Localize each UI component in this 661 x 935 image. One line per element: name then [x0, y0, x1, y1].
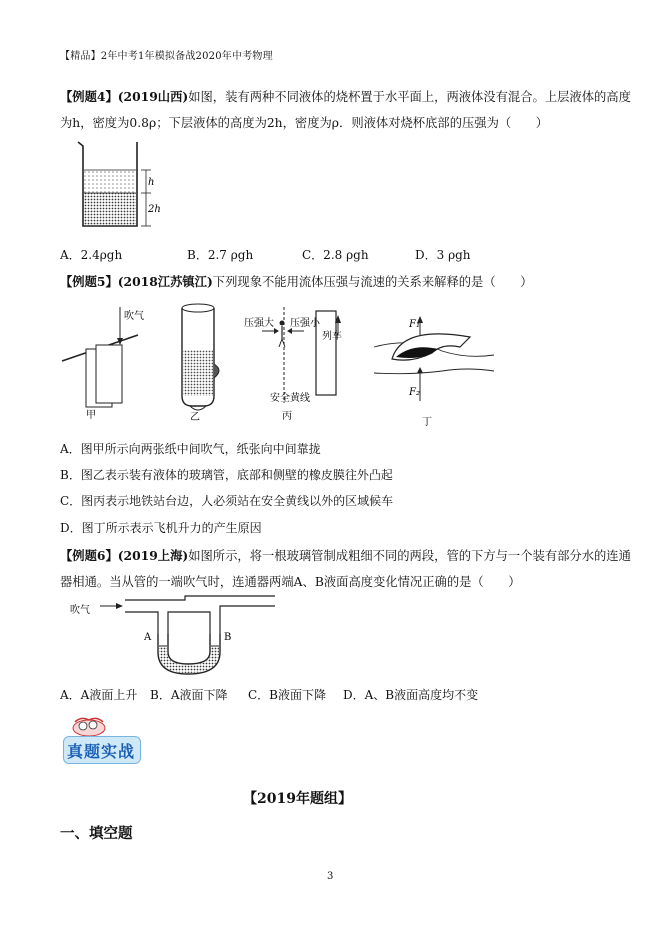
example4-option-c[interactable]: C．2.8 ρgh: [302, 248, 369, 262]
group-title: 【2019年题组】: [243, 791, 352, 807]
label-f2: F₂: [409, 387, 420, 398]
example4-line2: 为h，密度为0.8ρ；下层液体的高度为2h，密度为ρ．则液体对烧杯底部的压强为（ ）: [60, 116, 549, 130]
label-b: B: [224, 632, 232, 643]
example6-option-d[interactable]: D．A、B液面高度均不变: [343, 688, 479, 702]
example5-tag: 【例题5】(2018江苏镇江): [60, 274, 213, 289]
example4-option-a[interactable]: A．2.4ρgh: [60, 248, 123, 262]
upper-liquid: [84, 170, 136, 193]
caption-ding: 丁: [422, 417, 432, 428]
figure-ding: [372, 315, 497, 430]
badge-text: 真题实战: [67, 742, 136, 761]
caption-yi: 乙: [190, 412, 200, 423]
lower-liquid: [84, 193, 136, 226]
figure-yi: [172, 302, 232, 422]
label-h: h: [148, 177, 155, 188]
label-small-pressure: 压强小: [290, 318, 320, 329]
real-exam-badge: [63, 716, 141, 764]
page-number: 3: [327, 871, 334, 882]
example5-option-b[interactable]: B．图乙表示装有液体的玻璃管，底部和侧壁的橡皮膜往外凸起: [60, 468, 393, 482]
example6-tag: 【例题6】(2019上海): [60, 548, 189, 563]
example5-option-c[interactable]: C．图丙表示地铁站台边，人必须站在安全黄线以外的区域候车: [60, 494, 394, 508]
example5-text1: 下列现象不能用流体压强与流速的关系来解释的是（ ）: [212, 275, 533, 289]
example4-option-b[interactable]: B．2.7 ρgh: [187, 248, 254, 262]
page-header: 【精品】2年中考1年模拟备战2020年中考物理: [60, 51, 273, 62]
caption-jia: 甲: [86, 410, 96, 421]
example5-option-d[interactable]: D．图丁所示表示飞机升力的产生原因: [60, 521, 262, 535]
example6-option-a[interactable]: A．A液面上升: [60, 688, 138, 702]
example6-line2: 器相通。当从管的一端吹气时，连通器两端A、B液面高度变化情况正确的是（ ）: [60, 575, 521, 589]
example5-option-a[interactable]: A．图甲所示向两张纸中间吹气，纸张向中间靠拢: [60, 442, 321, 456]
label-f1: F₁: [409, 319, 420, 330]
connected-vessel-figure: [70, 596, 280, 676]
beaker-figure: [75, 138, 165, 233]
cartoon-person-icon: [69, 716, 109, 738]
label-train-1: 列车: [322, 331, 342, 342]
figure-bing: [240, 305, 350, 423]
example6-text1: 如图所示，将一根玻璃管制成粗细不同的两段，管的下方与一个装有部分水的连通: [188, 549, 631, 563]
section-title: 一、填空题: [60, 825, 133, 842]
example4-option-d[interactable]: D．3 ρgh: [415, 248, 471, 262]
label-big-pressure: 压强大: [244, 318, 274, 329]
caption-bing: 丙: [282, 411, 292, 422]
label-safety-line: 安全黄线: [270, 393, 310, 404]
example5-line1: [60, 272, 533, 290]
blow-label-ex6: 吹气: [70, 605, 90, 616]
example6-option-c[interactable]: C．B液面下降: [248, 688, 327, 702]
figure-jia: [60, 305, 170, 420]
label-a: A: [144, 632, 152, 643]
label-2h: 2h: [148, 204, 161, 215]
example4-text1: 如图，装有两种不同液体的烧杯置于水平面上，两液体没有混合。上层液体的高度: [188, 90, 631, 104]
example6-option-b[interactable]: B．A液面下降: [150, 688, 228, 702]
example4-tag: 【例题4】(2019山西): [60, 89, 189, 104]
blow-label-jia: 吹气: [124, 311, 144, 322]
example6-line1: [60, 546, 631, 564]
example4-line1: [60, 87, 631, 105]
